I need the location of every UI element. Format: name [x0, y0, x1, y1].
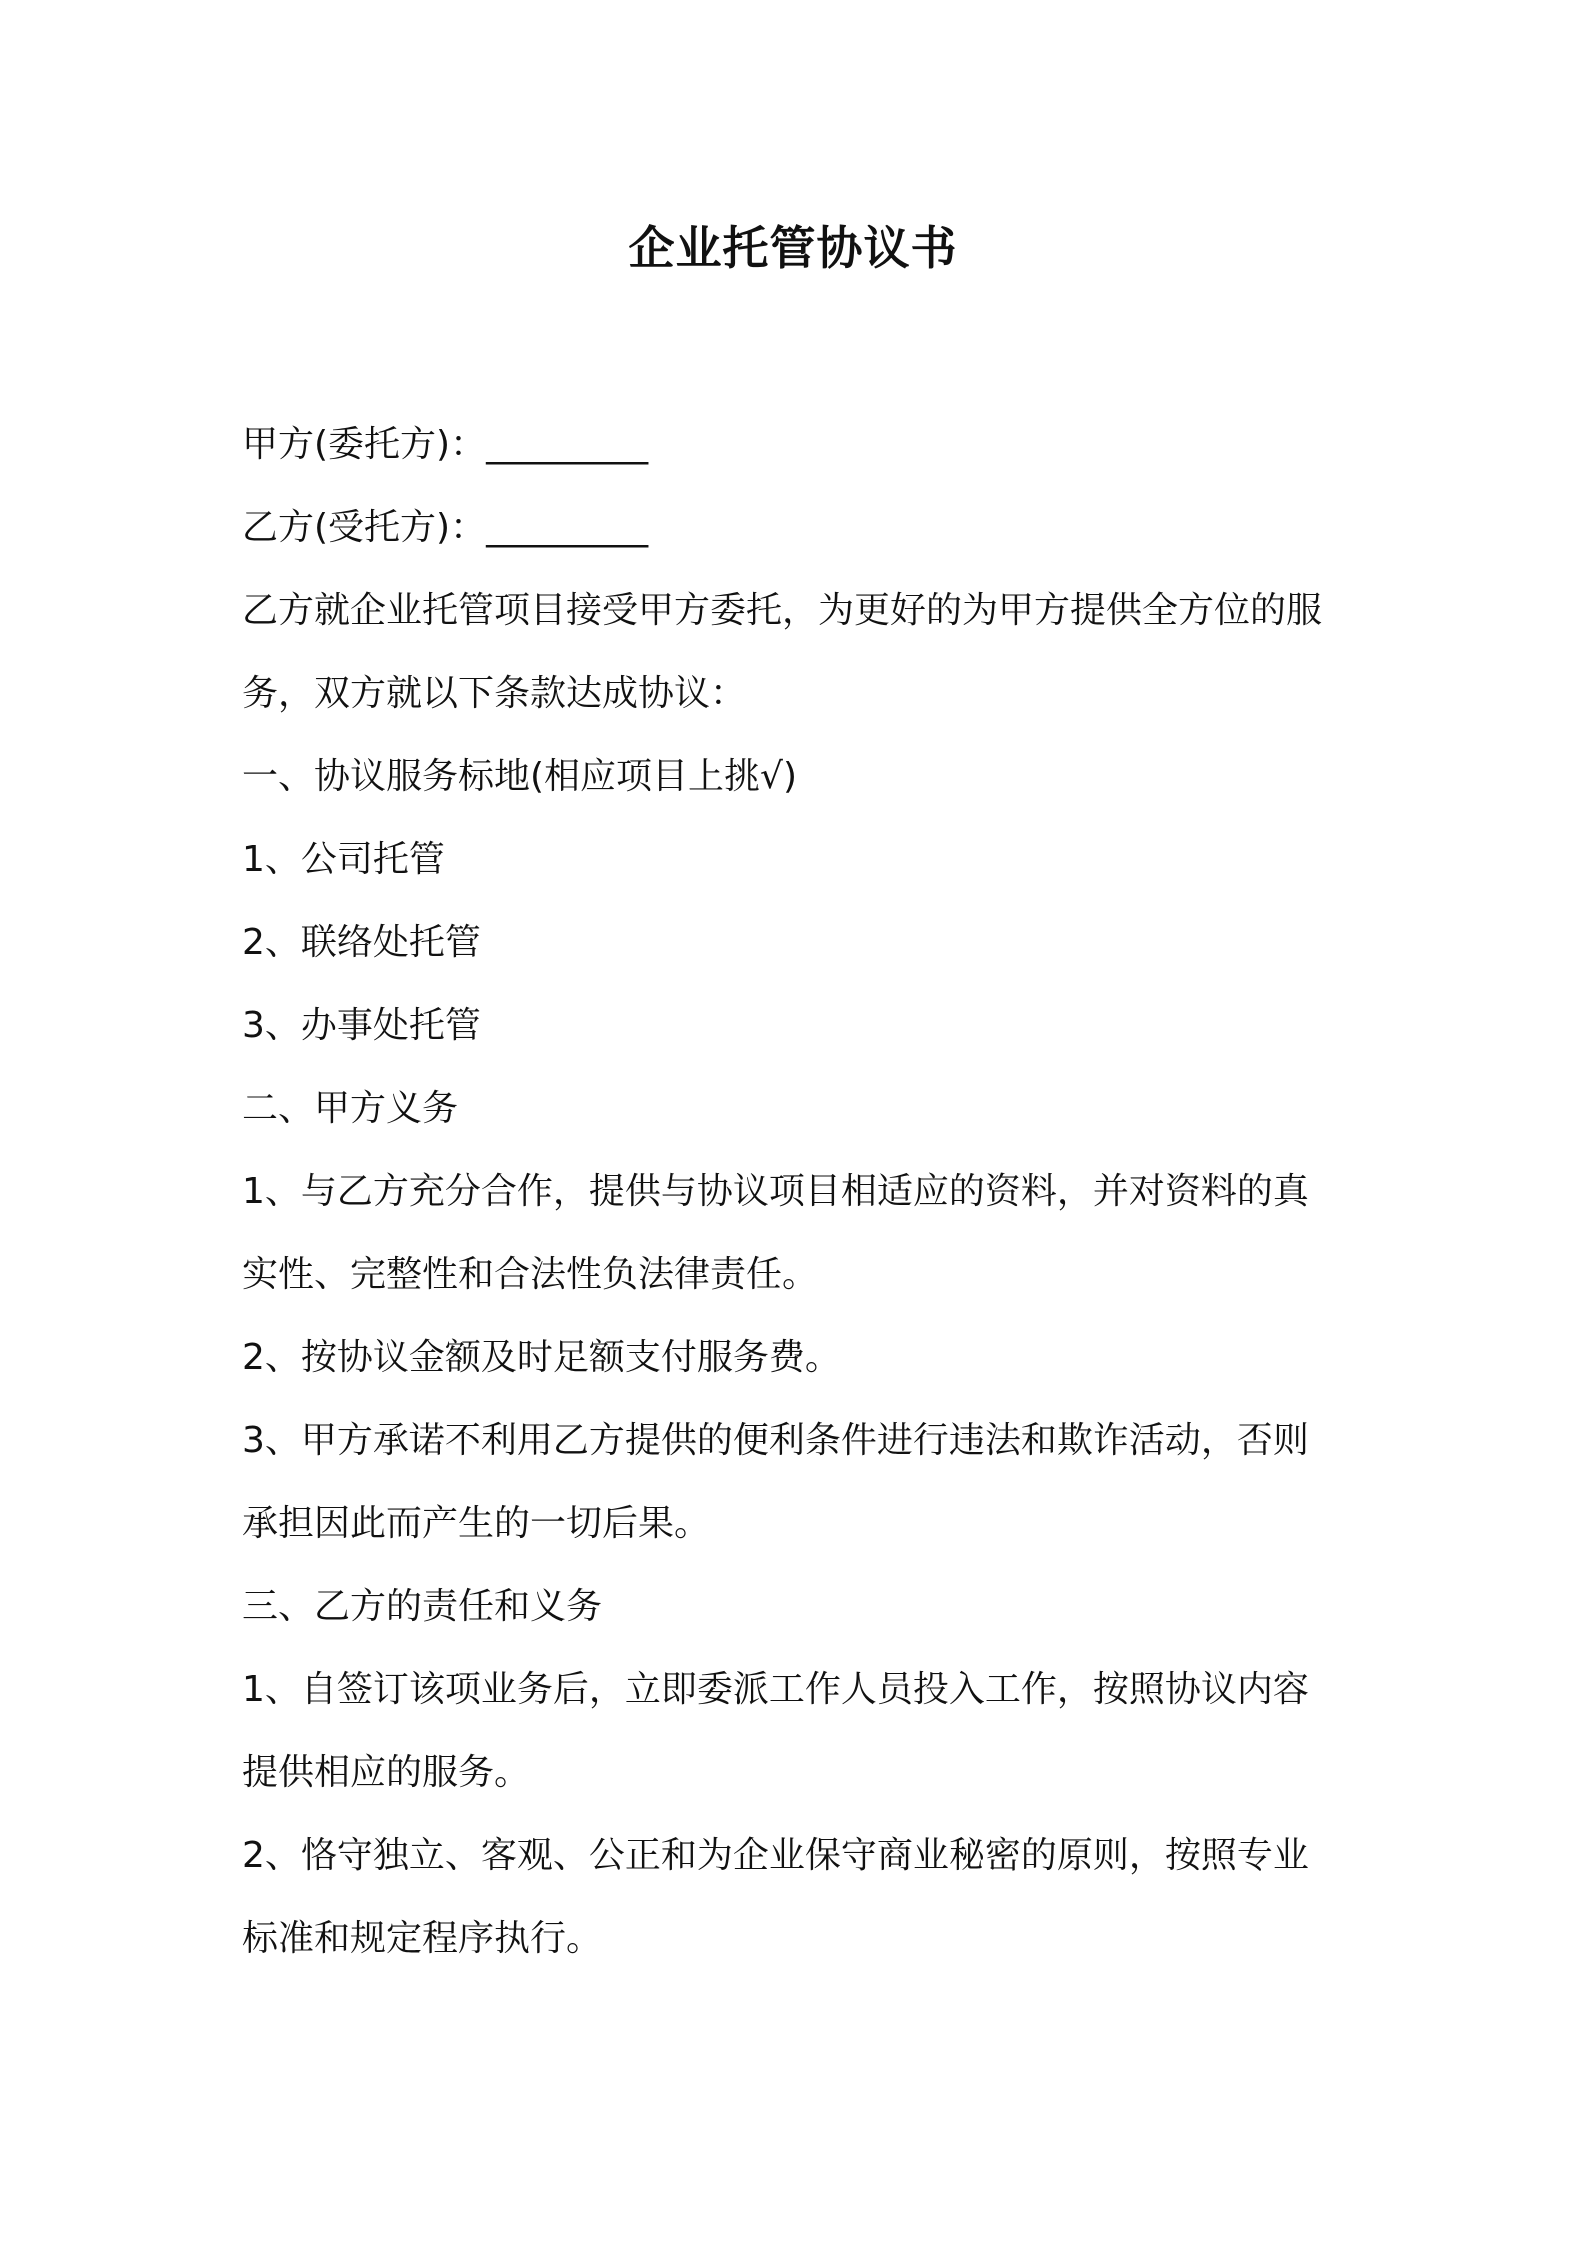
document-body	[242, 403, 1362, 1980]
section-3-item-1-line-1: 1、自签订该项业务后，立即委派工作人员投入工作，按照协议内容	[242, 1669, 1309, 1710]
section-2-item-2: 2、按协议金额及时足额支付服务费。	[242, 1337, 841, 1378]
section-1-heading: 一、协议服务标地(相应项目上挑√)	[242, 756, 798, 797]
document-title: 企业托管协议书	[628, 221, 958, 275]
section-3-heading: 三、乙方的责任和义务	[242, 1586, 603, 1627]
section-3-item-2-line-1: 2、恪守独立、客观、公正和为企业保守商业秘密的原则，按照专业	[242, 1835, 1309, 1876]
section-3-item-1-line-2: 提供相应的服务。	[242, 1752, 531, 1793]
section-2-item-1-line-2: 实性、完整性和合法性负法律责任。	[242, 1254, 819, 1295]
party-a-line: 甲方(委托方)：_________	[242, 424, 649, 465]
section-2-item-1-line-1: 1、与乙方充分合作，提供与协议项目相适应的资料，并对资料的真	[242, 1171, 1309, 1212]
section-1-item-2: 2、联络处托管	[242, 922, 481, 963]
section-1-item-1: 1、公司托管	[242, 839, 445, 880]
intro-line-1: 乙方就企业托管项目接受甲方委托，为更好的为甲方提供全方位的服	[242, 590, 1323, 631]
section-2-heading: 二、甲方义务	[242, 1088, 459, 1129]
section-3-item-2-line-2: 标准和规定程序执行。	[242, 1918, 603, 1959]
intro-line-2: 务，双方就以下条款达成协议：	[242, 673, 747, 714]
section-2-item-3-line-2: 承担因此而产生的一切后果。	[242, 1503, 711, 1544]
section-1-item-3: 3、办事处托管	[242, 1005, 481, 1046]
section-2-item-3-line-1: 3、甲方承诺不利用乙方提供的便利条件进行违法和欺诈活动，否则	[242, 1420, 1309, 1461]
party-b-line: 乙方(受托方)：_________	[242, 507, 649, 548]
